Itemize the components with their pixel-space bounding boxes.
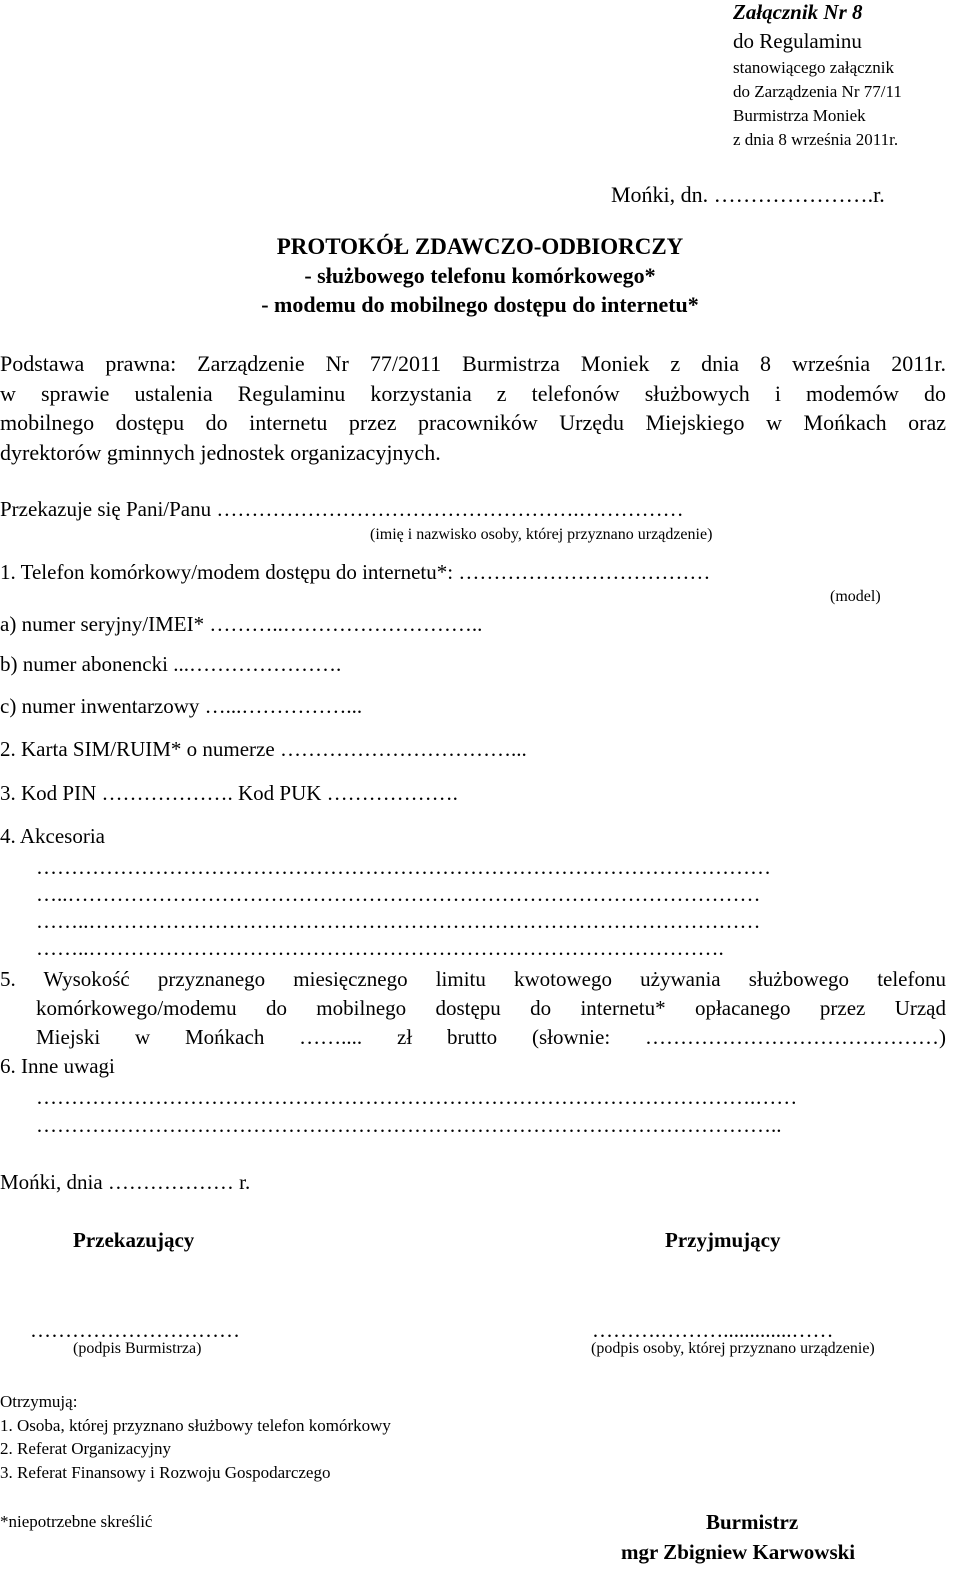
item-5-cont-2 (36, 1025, 946, 1050)
annex-line-3: do Zarządzenia Nr 77/11 (733, 82, 902, 101)
item-a-serial: a) numer seryjny/IMEI* ………..……………………….. (0, 612, 483, 636)
legal-line-3: mobilnego dostępu do internetu przez pracowników Urzędu Miejskiego w Mońkach oraz (0, 410, 946, 435)
recipients-heading: Otrzymują: (0, 1392, 78, 1411)
accessories-line-2: …..……………………………………………………………………………………… (36, 882, 761, 906)
item-5-line-1: 5. Wysokość przyznanego miesięcznego limitu kwotowego używania służbowego telefonu (0, 967, 946, 991)
item-1-model-hint: (model) (830, 588, 881, 605)
receiving-signature-line: ……….……….............…… (592, 1318, 834, 1342)
annex-header (733, 0, 902, 152)
handing-over-label: Przekazujący (73, 1228, 195, 1252)
signing-date: Mońki, dnia ……………… r. (0, 1170, 251, 1194)
mayor-name: mgr Zbigniew Karwowski (621, 1540, 856, 1564)
footnote: *niepotrzebne skreślić (0, 1512, 153, 1531)
handover-line: Przekazuje się Pani/Panu …………………………………………….…………… (0, 497, 684, 521)
title-sub-phone: - służbowego telefonu komórkowego* (304, 263, 656, 288)
handing-over-signature-hint: (podpis Burmistrza) (73, 1340, 202, 1357)
item-1-device: 1. Telefon komórkowy/modem dostępu do internetu*: ……………………………… (0, 560, 711, 584)
receiving-signature-hint: (podpis osoby, której przyznano urządzenie) (591, 1340, 875, 1357)
place-date: Mońki, dn. ………………….r. (611, 182, 885, 207)
legal-line-4: dyrektorów gminnych jednostek organizacyjnych. (0, 439, 441, 465)
item-3-codes: 3. Kod PIN ………………. Kod PUK ………………. (0, 781, 458, 805)
legal-line-1: Podstawa prawna: Zarządzenie Nr 77/2011 Burmistrza Moniek z dnia 8 września 2011r. (0, 351, 946, 376)
accessories-line-1: …………………………………………………………………………………………… (36, 855, 771, 879)
annex-line-4: Burmistrza Moniek (733, 106, 866, 125)
mayor-title: Burmistrz (706, 1510, 799, 1534)
title-sub-modem: - modemu do mobilnego dostępu do internetu* (261, 292, 699, 317)
remarks-line-1: ………………………………………………………………………………………….…… (36, 1085, 798, 1109)
item-2-sim: 2. Karta SIM/RUIM* o numerze ……………………………... (0, 737, 527, 761)
item-5-line-2: komórkowego/modemu do mobilnego dostępu do internetu* opłacanego przez Urząd (36, 996, 946, 1020)
document-title (220, 232, 740, 319)
handing-over-signature-line: ………………………… (30, 1318, 240, 1342)
title-main: PROTOKÓŁ ZDAWCZO-ODBIORCZY (276, 234, 684, 259)
annex-line-2: stanowiącego załącznik (733, 58, 894, 77)
accessories-line-3: ……..…………………………………………………………………………………… (36, 909, 761, 933)
recipient-3: 3. Referat Finansowy i Rozwoju Gospodarczego (0, 1463, 331, 1482)
remarks-line-2: …………………………………………………………………………………………….. (36, 1113, 782, 1137)
legal-line-2: w sprawie ustalenia Regulaminu korzystania z telefonów służbowych i modemów do (0, 380, 946, 406)
annex-line-1: do Regulaminu (733, 29, 862, 53)
item-4-accessories: 4. Akcesoria (0, 824, 105, 848)
item-6-remarks: 6. Inne uwagi (0, 1054, 115, 1078)
legal-basis-paragraph (0, 349, 946, 467)
annex-title: Załącznik Nr 8 (733, 0, 863, 24)
accessories-line-4: ……..………………………………………………………………………………. (36, 936, 724, 960)
annex-line-5: z dnia 8 września 2011r. (733, 130, 899, 149)
item-c-inventory: c) numer inwentarzowy …...……………... (0, 694, 363, 718)
item-5-line-3: Miejski w Mońkach …….... zł brutto (słownie: ……………………………………) (36, 1025, 946, 1049)
item-5-limit (0, 967, 946, 992)
item-b-subscriber: b) numer abonencki ...…………………. (0, 652, 342, 676)
recipient-2: 2. Referat Organizacyjny (0, 1439, 172, 1458)
item-5-cont (36, 996, 946, 1021)
recipient-1: 1. Osoba, której przyznano służbowy telefon komórkowy (0, 1416, 391, 1435)
handover-hint: (imię i nazwisko osoby, której przyznano urządzenie) (370, 526, 713, 543)
receiving-label: Przyjmujący (665, 1228, 781, 1252)
